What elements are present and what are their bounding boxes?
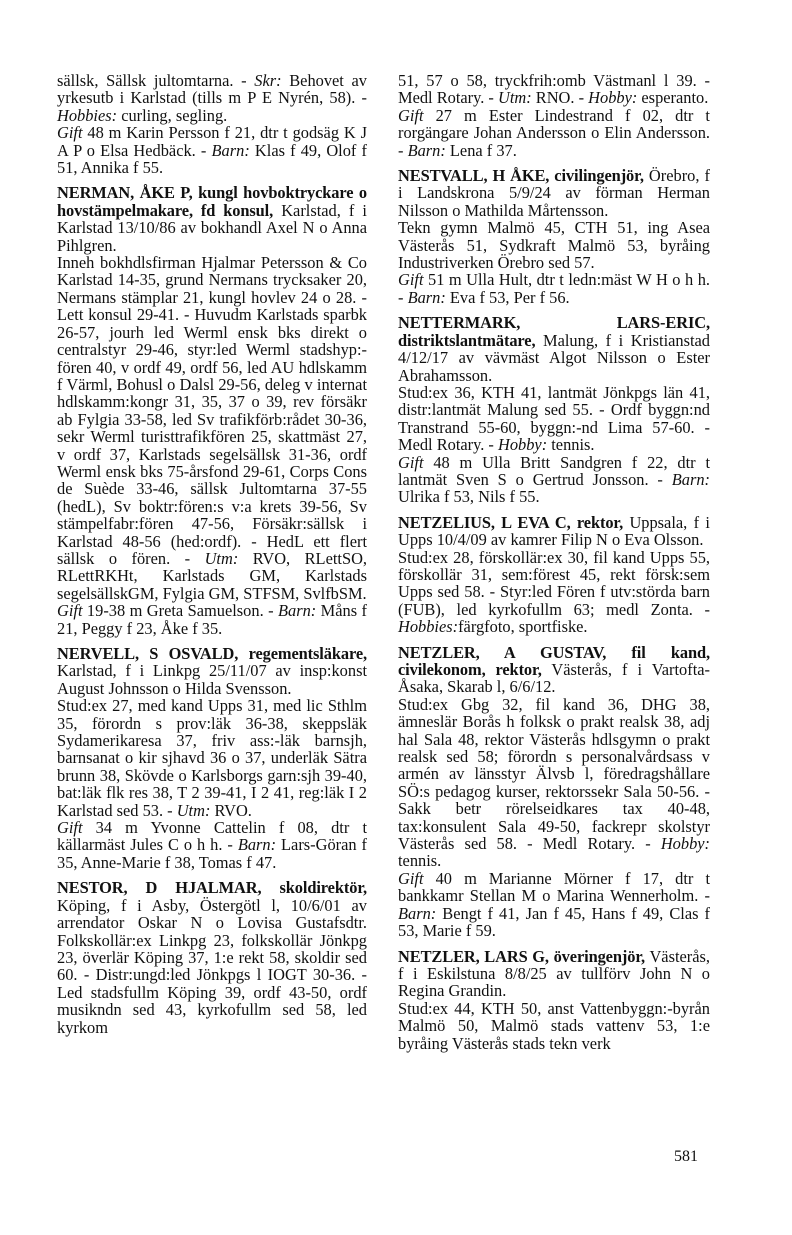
field-label: Barn: [278,601,317,621]
entry-text: Eva f 53, Per f 56. [445,287,570,307]
register-entry [57,184,367,254]
entry-text: Stud:ex 36, KTH 41, lantmät Jönkpgs län 41, distr:lantmät Malung sed 55. - Ordf byggn:nd Transtrand 55-60, byggn:-nd Lima 57-60. - Medl Rotary. - [398,382,710,455]
entry-text: Malung, f i Kristianstad 4/12/17 av vävmäst Algot Nilsson o Ester Abrahamsson. [398,330,710,385]
entry-text: Stud:ex Gbg 32, fil kand 36, DHG 38, ämneslär Borås h folksk o prakt realsk 38, adj hal Sala 48, rektor Västerås hdlsgymn o prakt realsk sed 58; förordn s personalvårdsass v armén av länsstyr Älvsb l, föredragshållare SÖ:s pedagog kurser, rektorssekr Sala 50-56. - Sakk betr rörelseidkares tax 40-48, tax:konsulent Sala 49-50, fackrepr skolstyr Västerås sed 58. - Medl Rotary. - [398,694,710,854]
field-label: Gift [398,105,424,125]
entry-text: 51, 57 o 58, tryckfrih:omb Västmanl l 39. - Medl Rotary. - [398,71,710,108]
field-label: Hobby: [660,834,710,854]
entry-text: RNO. - [531,88,589,108]
entry-text: 40 m Marianne Mörner f 17, dtr t bankkamr Stellan M o Marina Wennerholm. - [398,868,710,906]
entry-heading: NERVELL, S OSVALD, regementsläkare, [57,644,367,663]
entry-paragraph [398,219,710,271]
field-label: Utm: [176,800,211,820]
entry-text: Ulrika f 53, Nils f 55. [398,487,540,507]
field-label: Gift [398,452,424,472]
field-label: Barn: [407,140,446,160]
entry-text: Inneh bokhdlsfirman Hjalmar Petersson & Co Karlstad 14-35, grund Nermans trycksaker 20, Nermans stämplar 21, kungl hovlev 24 o 28. - Lett konsul 29-41. - Huvudm Karlstads sparbk 26-57, jourh led Werml ensk bks direkt o centralstyr 29-46, styr:led Werml stadshyp:-fören 40, v ordf 49, ordf 56, led AU hdlskamm f Värml, Bohusl o Dalsl 29-56, deleg v internat hdlskamm:kongr 31, 35, 37 o 39, rev försäkr ab Fylgia 33-58, led Sv trafikförb:rådet 30-36, sekr Werml turisttrafikfören 25, skattmäst 27, v ordf 37, Karlstads segelsällsk 31-36, ordf Werml ensk bks 75-årsfond 29-61, Corps Cons de Suède 33-46, sällsk Jultomtarna 37-55 (hedL), Sv boktr:fören:s v:a krets 39-56, Sv stämpelfabr:fören 47-56, Försäkr:sällsk i Karlstad 48-56 (hed:ordf). - HedL ett flert sällsk o fören. - [57,253,367,568]
entry-text: RVO. [210,800,252,820]
entry-heading: NETZLER, A GUSTAV, fil kand, civilekonom, rektor, [398,642,710,679]
entry-text: sällsk, Sällsk jultomtarna. - [57,71,255,90]
entry-text: 34 m Yvonne Cattelin f 08, dtr t källarmäst Jules C o h h. - [57,818,367,855]
register-entry [398,514,710,549]
entry-text: Lars-Göran f 35, Anne-Marie f 38, Tomas f 47. [57,835,367,872]
entry-text: färgfoto, sportfiske. [458,617,588,637]
entry-text: Västerås, f i Vartofta-Åsaka, Skarab l, 6/6/12. [398,660,710,697]
field-label: Hobby: [588,88,638,108]
entry-paragraph [398,870,710,940]
entry-text: esperanto. [637,88,709,108]
entry-paragraph [57,72,367,124]
right-column [398,72,710,1052]
register-entry [398,948,710,1000]
entry-text: tennis. [398,851,442,871]
entry-text: Behovet av yrkesutb i Karlstad (tills m P E Nyrén, 58). - [57,71,367,108]
entry-heading: NETZELIUS, L EVA C, rektor, [398,512,624,532]
entry-text: Tekn gymn Malmö 45, CTH 51, ing Asea Västerås 51, Sydkraft Malmö 53, byråing Industriverken Örebro sed 57. [398,218,710,273]
field-label: Gift [57,601,83,621]
entry-text: 19-38 m Greta Samuelson. - [82,601,278,621]
entry-paragraph [57,819,367,871]
entry-text: Klas f 49, Olof f 51, Annika f 55. [57,140,367,178]
field-label: Gift [398,270,424,290]
entry-text: Stud:ex 28, förskollär:ex 30, fil kand Upps 55, förskollär 31, sem:förest 45, rekt försk:sem Upps sed 58. - Styr:led Fören f utv:störda barn (FUB), led kyrkofullm 63; medl Zonta. - [398,547,710,619]
entry-text: RVO, RLettSO, RLettRKHt, Karlstads GM, Karlstads segelsällskGM, Fylgia GM, STFSM, SvlfbSM. [57,548,368,603]
entry-heading: NERMAN, ÅKE P, kungl hovboktryckare o hovstämpelmakare, fd konsul, [57,183,367,220]
register-entry [398,314,710,384]
field-label: Barn: [237,835,277,855]
entry-text: Stud:ex 44, KTH 50, anst Vattenbyggn:-byrån Malmö 50, Malmö stads vattenv 53, 1:e byråing Västerås stads tekn verk [398,998,710,1053]
field-label: Barn: [211,140,250,160]
entry-paragraph [57,602,367,637]
entry-text: Karlstad, f i Karlstad 13/10/86 av bokhandl Axel N o Anna Pihlgren. [57,200,367,255]
entry-text: Bengt f 41, Jan f 45, Hans f 49, Clas f 53, Marie f 59. [398,903,710,941]
entry-text: tennis. [547,435,595,455]
field-label: Hobbies: [398,617,459,637]
entry-paragraph [57,124,367,176]
entry-text: Uppsala, f i Upps 10/4/09 av kamrer Filip N o Eva Olsson. [398,512,710,550]
field-label: Barn: [398,903,437,923]
field-label: Utm: [204,548,239,568]
entry-text: 48 m Ulla Britt Sandgren f 22, dtr t lantmät Sven S o Gertrud Jonsson. - [398,452,710,489]
entry-paragraph [398,384,710,454]
register-entry [398,644,710,696]
entry-paragraph [57,254,367,602]
entry-paragraph [398,549,710,636]
entry-heading: NETZLER, LARS G, överingenjör, [398,946,645,966]
entry-text: Karlstad, f i Linkpg 25/11/07 av insp:konst August Johnsson o Hilda Svensson. [57,661,367,698]
entry-text: Örebro, f i Landskrona 5/9/24 av förman Herman Nilsson o Mathilda Mårtensson. [398,166,711,220]
field-label: Skr: [254,71,282,90]
entry-text: Västerås, f i Eskilstuna 8/8/25 av tullförv John N o Regina Grandin. [398,946,710,1001]
entry-text: curling, segling. [117,105,228,125]
register-entry [57,879,367,1036]
field-label: Hobbies: [57,105,118,125]
field-label: Gift [398,868,424,888]
entry-text: 51 m Ulla Hult, dtr t ledn:mäst W H o h h. - [398,270,710,307]
page-number: 581 [674,1148,698,1165]
entry-text: 48 m Karin Persson f 21, dtr t godsäg K J A P o Elsa Hedbäck. - [57,123,367,160]
entry-paragraph [57,697,367,819]
entry-paragraph [398,271,710,306]
register-entry [398,167,710,219]
entry-text: 27 m Ester Lindestrand f 02, dtr t rorgängare Johan Andersson o Elin Andersson. - [398,105,710,160]
field-label: Hobby: [498,435,548,455]
field-label: Gift [57,818,83,838]
entry-paragraph [398,107,710,159]
register-entry [57,645,367,697]
entry-heading: NETTERMARK, LARS-ERIC, distriktslantmätare, [398,313,710,350]
entry-paragraph [398,72,710,107]
entry-text: Köping, f i Asby, Östergötl l, 10/6/01 av arrendator Oskar N o Lovisa Gustafsdtr. Folkskollär:ex Linkpg 23, folkskollär Jönkpg 23, överlär Köping 37, 1:e rekt 58, skoldir sed 60. - Distr:ungd:led Jönkpgs l IOGT 30-36. - Led stadsfullm Köping 39, ordf 43-50, ordf musikndn sed 43, kyrkofullm sed 58, led kyrkom [57,895,367,1037]
entry-paragraph [398,696,710,870]
entry-heading: NESTOR, D HJALMAR, skoldirektör, [57,878,367,898]
entry-paragraph [398,1000,710,1052]
entry-text: Lena f 37. [445,140,517,160]
field-label: Gift [57,123,83,143]
field-label: Barn: [671,469,710,489]
entry-text: Måns f 21, Peggy f 23, Åke f 35. [57,601,368,638]
entry-paragraph [398,454,710,506]
left-column [57,72,367,1036]
field-label: Utm: [498,88,532,108]
entry-heading: NESTVALL, H ÅKE, civilingenjör, [398,166,644,186]
entry-text: Stud:ex 27, med kand Upps 31, med lic Sthlm 35, förordn s prov:läk 36-38, skeppsläk Sydamerikaresa 37, friv ass:-läk barnsjh, barnsanat o kir sjhavd 36 o 37, underläk Sätra brunn 38, Skövde o Karlsborgs garn:sjh 39-40, bat:läk flk res 38, T 2 39-41, I 2 41, reg:läk I 2 Karlstad sed 53. - [57,696,367,820]
field-label: Barn: [407,287,446,307]
